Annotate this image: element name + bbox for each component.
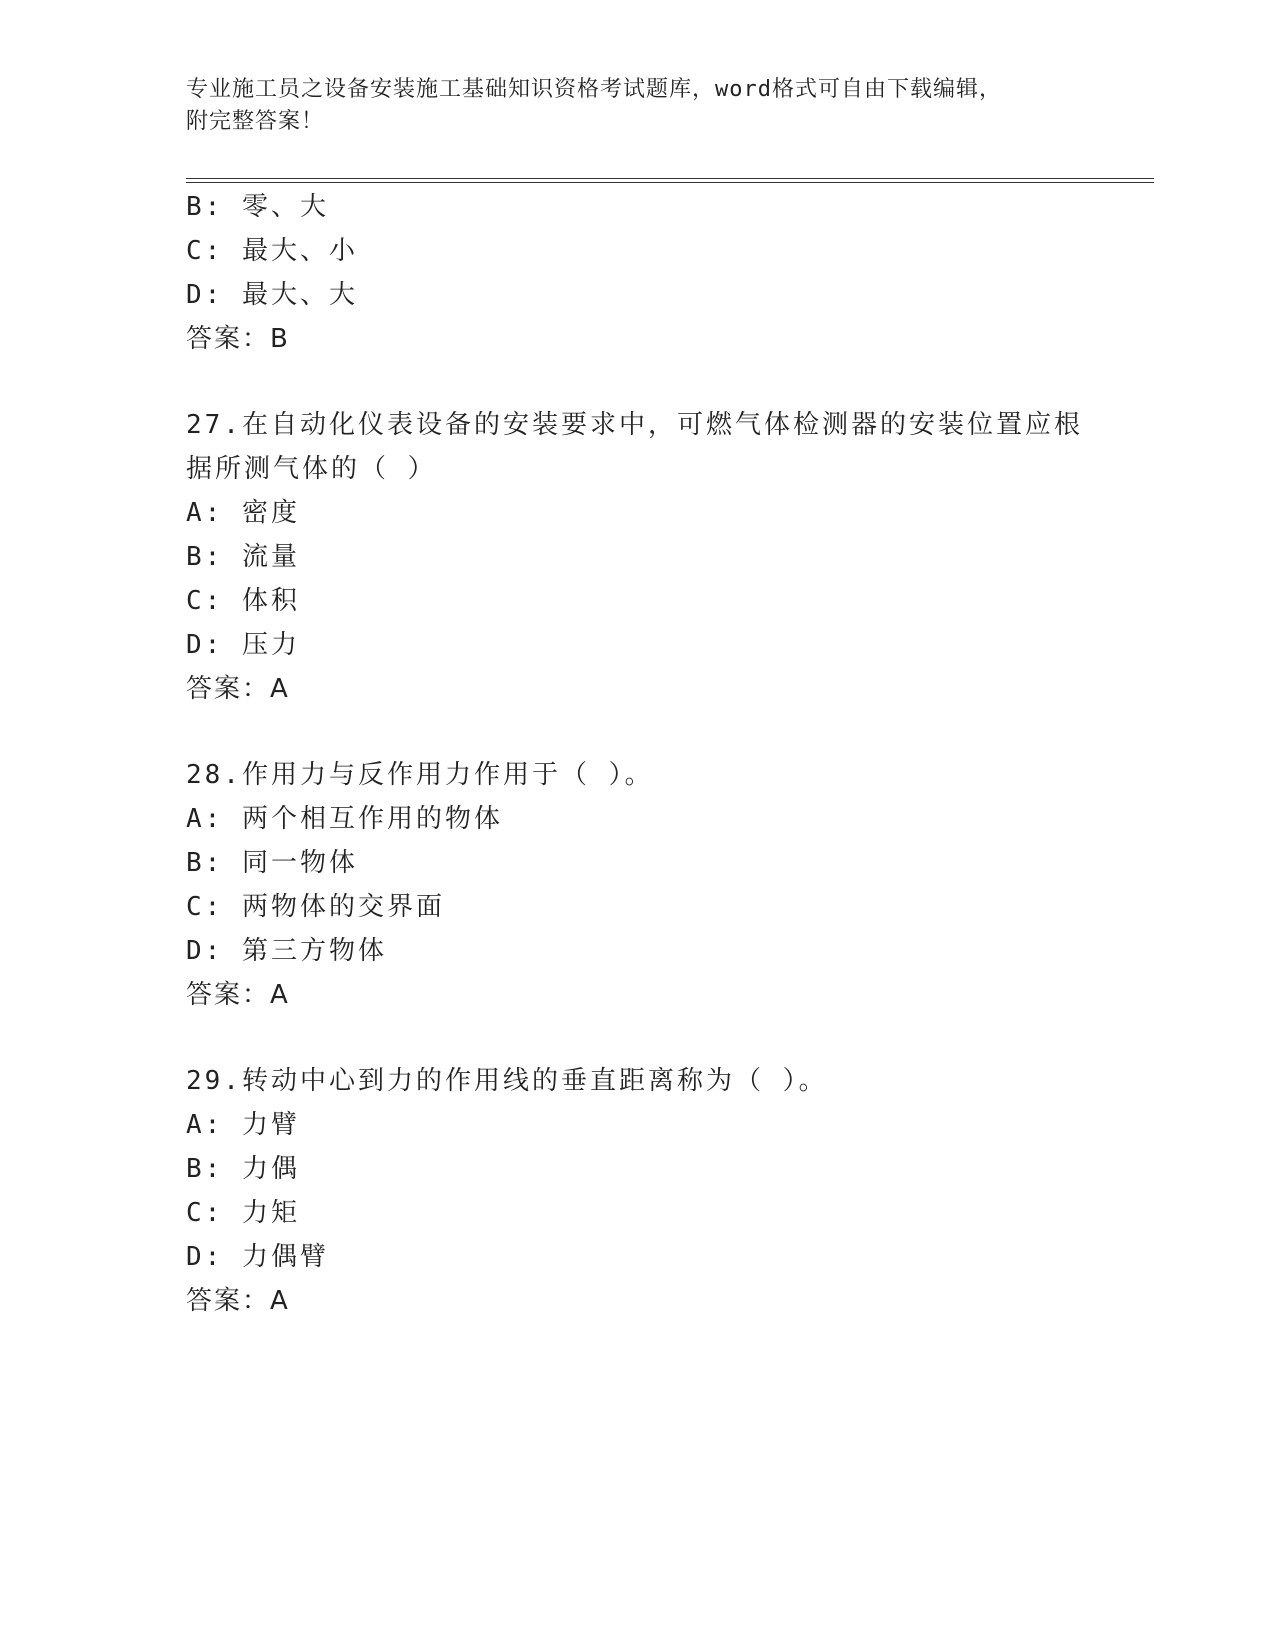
q29-option-a: A: 力臂 bbox=[186, 1110, 300, 1140]
q27-option-c: C: 体积 bbox=[186, 586, 300, 616]
q27-stem-line-1: 27.在自动化仪表设备的安装要求中，可燃气体检测器的安装位置应根 bbox=[186, 410, 1083, 440]
q29-answer: 答案：A bbox=[186, 1286, 290, 1316]
header-line-1: 专业施工员之设备安装施工基础知识资格考试题库，word格式可自由下载编辑， bbox=[186, 77, 1002, 102]
q27-option-b: B: 流量 bbox=[186, 542, 300, 572]
q28-option-d: D: 第三方物体 bbox=[186, 936, 387, 966]
q27-stem-line-2: 据所测气体的（ ） bbox=[186, 454, 437, 484]
q26-option-c: C: 最大、小 bbox=[186, 236, 358, 266]
q29-option-c: C: 力矩 bbox=[186, 1198, 300, 1228]
q26-option-d: D: 最大、大 bbox=[186, 280, 358, 310]
q26-answer: 答案：B bbox=[186, 324, 290, 354]
header-divider-bottom bbox=[186, 182, 1154, 183]
q27-option-d: D: 压力 bbox=[186, 630, 300, 660]
q26-option-b: B: 零、大 bbox=[186, 192, 329, 222]
q28-stem: 28.作用力与反作用力作用于（ ）。 bbox=[186, 760, 654, 790]
q28-option-b: B: 同一物体 bbox=[186, 848, 358, 878]
q28-answer: 答案：A bbox=[186, 980, 290, 1010]
header-divider-top bbox=[186, 178, 1154, 179]
document-header bbox=[186, 74, 1066, 138]
q27-option-a: A: 密度 bbox=[186, 498, 300, 528]
q28-option-a: A: 两个相互作用的物体 bbox=[186, 804, 503, 834]
q29-option-b: B: 力偶 bbox=[186, 1154, 300, 1184]
q29-stem: 29.转动中心到力的作用线的垂直距离称为（ ）。 bbox=[186, 1066, 828, 1096]
q28-option-c: C: 两物体的交界面 bbox=[186, 892, 445, 922]
q27-answer: 答案：A bbox=[186, 674, 290, 704]
header-line-2: 附完整答案！ bbox=[186, 109, 325, 134]
q29-option-d: D: 力偶臂 bbox=[186, 1242, 329, 1272]
